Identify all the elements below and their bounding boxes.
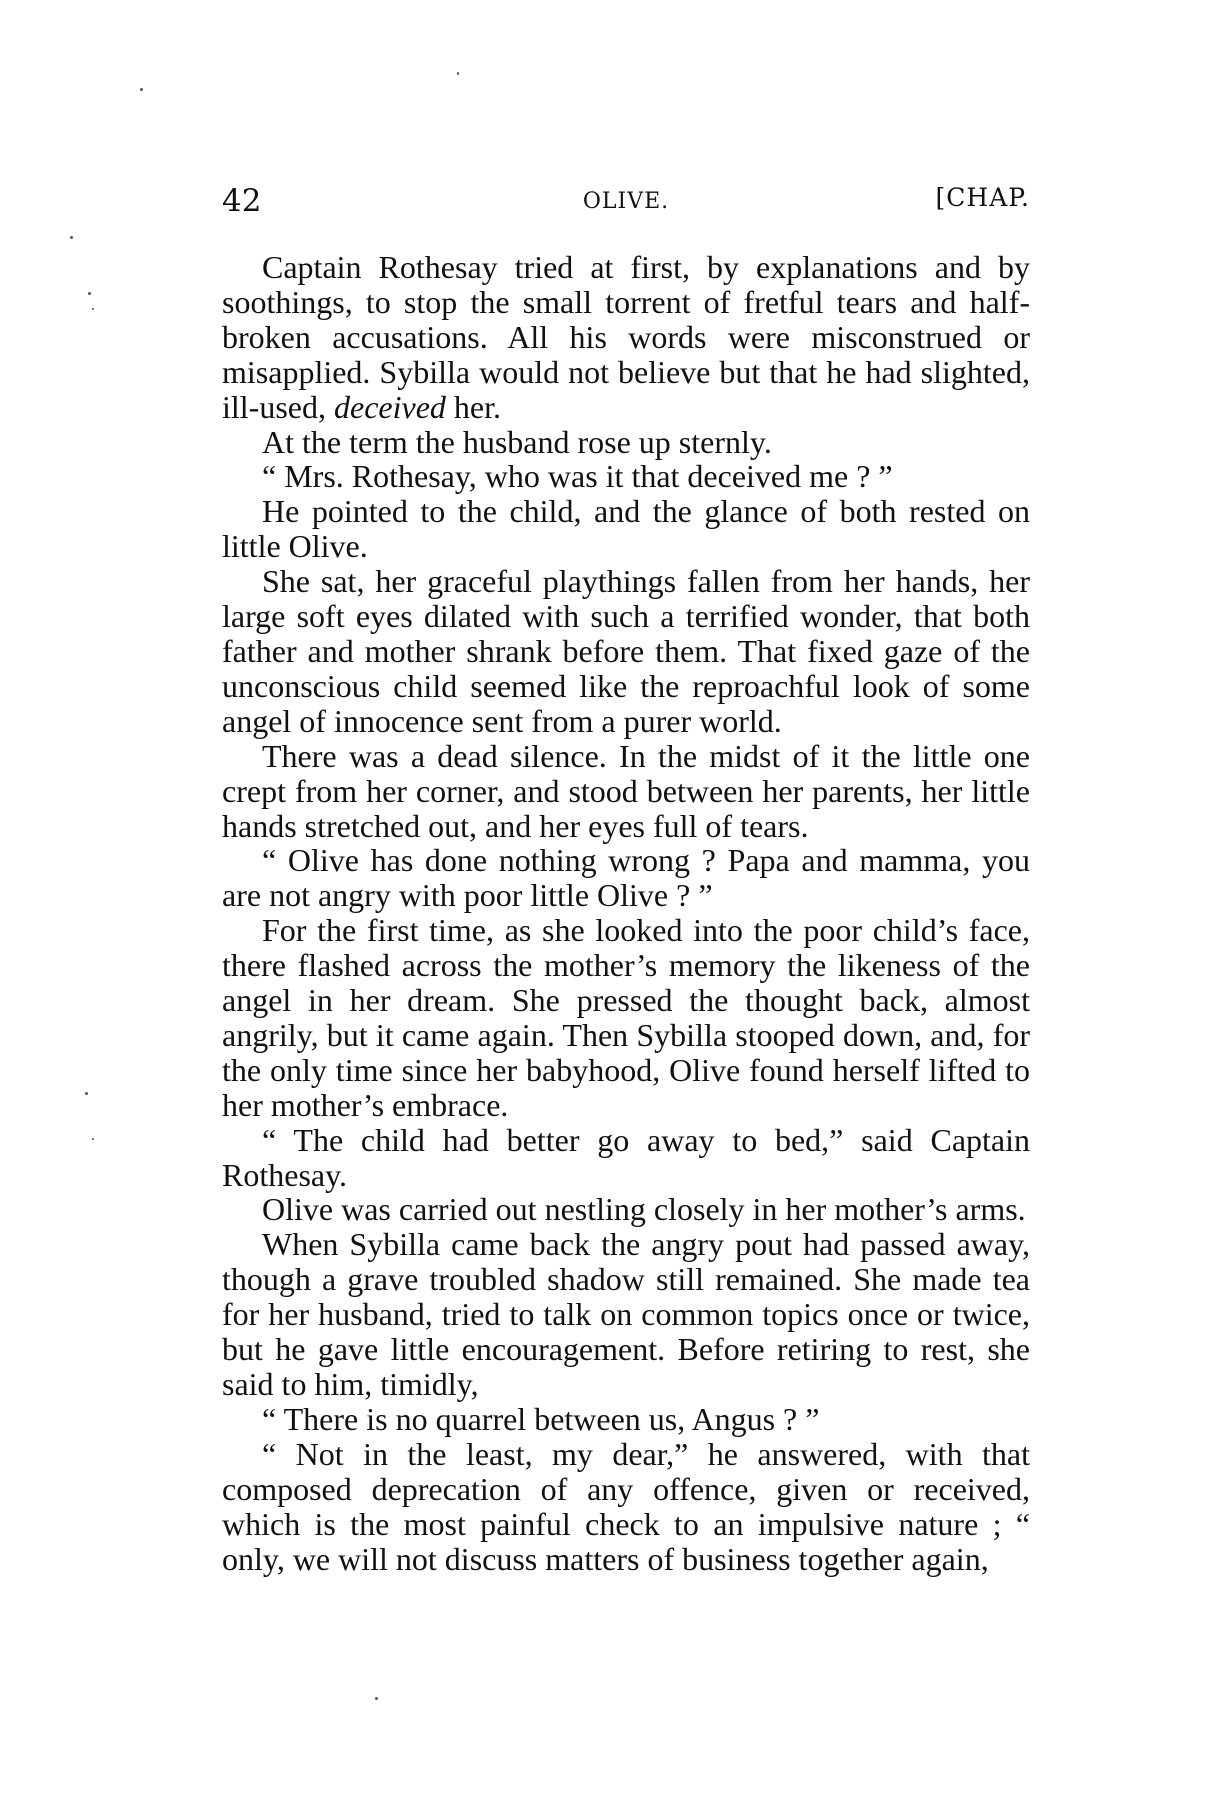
paragraph: “ Not in the least, my dear,” he answered, with that composed deprecation of any offence, given or received, which is the most painful check to an impulsive nature ; “ only, we will not discuss matters of business together again, [222, 1435, 1030, 1577]
scan-speck [85, 1092, 88, 1095]
paragraph: She sat, her graceful playthings fallen from her hands, her large soft eyes dilated with such a terrified wonder, that both father and mother shrank before them. That fixed gaze of the unconscious child seemed like the reproachful look of some angel of innocence sent from a purer world. [222, 563, 1030, 739]
paragraph: At the term the husband rose up sternly. [262, 423, 772, 460]
scan-speck [70, 236, 73, 239]
paragraph: Olive was carried out nestling closely in her mother’s arms. [262, 1191, 1026, 1228]
scan-speck [92, 1138, 94, 1140]
running-header [222, 183, 1030, 227]
paragraph: There was a dead silence. In the midst of it the little one crept from her corner, and stood between her parents, her little hands stretched out, and her eyes full of tears. [222, 737, 1030, 844]
paragraph: “ Mrs. Rothesay, who was it that deceived me ? ” [262, 458, 893, 495]
paragraph: “ There is no quarrel between us, Angus ? ” [262, 1400, 820, 1437]
paragraph: “ Olive has done nothing wrong ? Papa and mamma, you are not angry with poor little Olive ? ” [222, 842, 1030, 914]
scan-speck [375, 1697, 378, 1700]
emphasis: deceived [333, 388, 446, 425]
paragraph: He pointed to the child, and the glance of both rested on little Olive. [222, 493, 1030, 565]
paragraph: When Sybilla came back the angry pout had passed away, though a grave troubled shadow still remained. She made tea for her husband, tried to talk on common topics once or twice, but he gave little encouragement. Before retiring to rest, she said to him, timidly, [222, 1226, 1030, 1402]
scan-speck [140, 88, 143, 91]
paragraph: For the first time, as she looked into the poor child’s face, there flashed across the mother’s memory the likeness of the angel in her dream. She pressed the thought back, almost angrily, but it came again. Then Sybilla stooped down, and, for the only time since her babyhood, Olive found herself lifted to her mother’s embrace. [222, 912, 1030, 1123]
scan-speck [88, 292, 91, 295]
paragraph: “ The child had better go away to bed,” said Captain Rothesay. [222, 1121, 1030, 1193]
scan-speck [457, 72, 459, 75]
body-text [222, 250, 1030, 1576]
running-title: OLIVE. [582, 189, 670, 214]
paragraph: Captain Rothesay tried at first, by explanations and by soothings, to stop the small torrent of fretful tears and half-broken accusations. All his words were misconstrued or misapplied. Sybilla would not believe but that he had slighted, ill-used, deceived her. [222, 249, 1030, 425]
scan-speck [92, 308, 94, 310]
page-number: 42 [222, 183, 262, 219]
chapter-mark: [CHAP. [935, 183, 1030, 212]
